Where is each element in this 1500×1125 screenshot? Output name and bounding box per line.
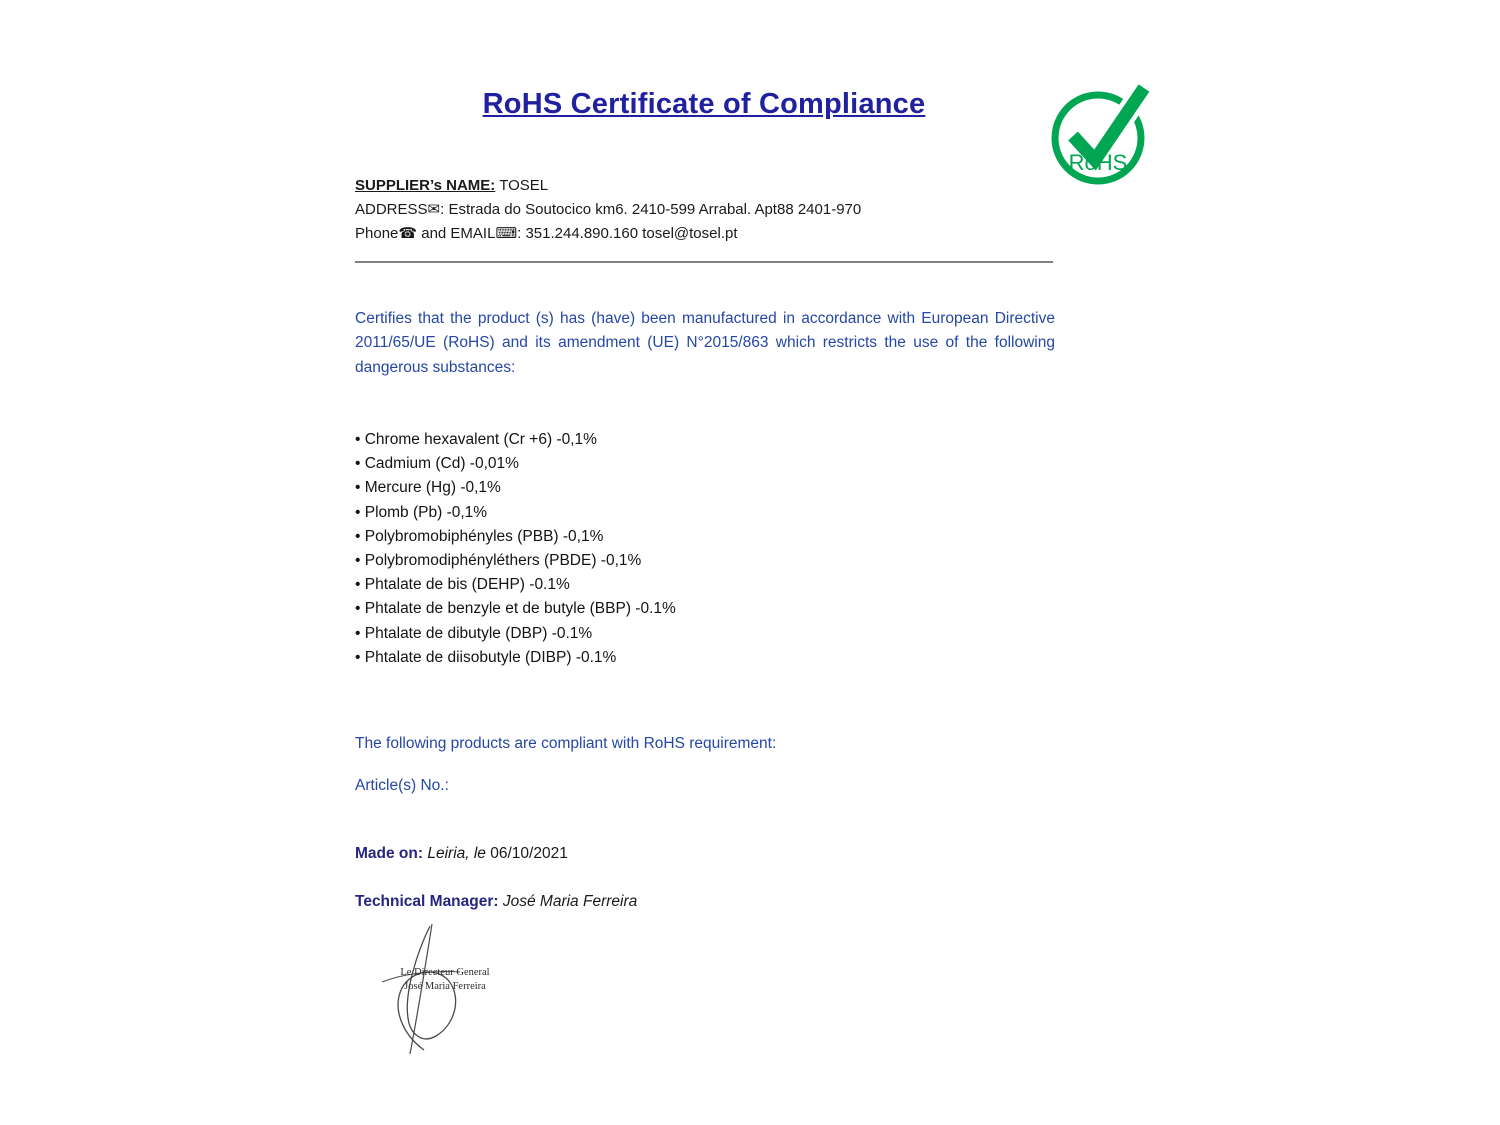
supplier-block bbox=[355, 174, 1055, 246]
made-on-line bbox=[355, 845, 1055, 863]
phone-label: Phone bbox=[355, 225, 399, 242]
technical-manager-line bbox=[355, 893, 1055, 911]
supplier-address-line bbox=[355, 198, 1055, 222]
substance-item: • Phtalate de bis (DEHP) -0.1% bbox=[355, 573, 1055, 597]
and-email-label: and EMAIL bbox=[421, 225, 496, 242]
substances-list bbox=[355, 428, 1055, 670]
technical-manager-label: Technical Manager: bbox=[355, 893, 499, 910]
made-on-date: 06/10/2021 bbox=[490, 845, 568, 862]
substance-item: • Mercure (Hg) -0,1% bbox=[355, 476, 1055, 500]
computer-icon: ⌨ bbox=[495, 225, 518, 242]
substance-item: • Polybromobiphényles (PBB) -0,1% bbox=[355, 525, 1055, 549]
substance-item: • Phtalate de dibutyle (DBP) -0.1% bbox=[355, 622, 1055, 646]
address-value: : Estrada do Soutocico km6. 2410-599 Arrabal. Apt88 2401-970 bbox=[440, 201, 862, 218]
supplier-name-value: TOSEL bbox=[499, 177, 549, 194]
signature-title: Le Directeur General bbox=[400, 967, 490, 978]
substance-item: • Plomb (Pb) -0,1% bbox=[355, 501, 1055, 525]
compliance-statement: The following products are compliant with RoHS requirement: bbox=[355, 735, 777, 752]
rohs-checkmark-icon bbox=[1048, 78, 1160, 194]
articles-label: Article(s) No.: bbox=[355, 777, 449, 794]
envelope-icon: ✉ bbox=[427, 201, 441, 218]
made-on-label: Made on: bbox=[355, 845, 424, 862]
made-on-place: Leiria, le bbox=[427, 845, 486, 862]
substance-item: • Cadmium (Cd) -0,01% bbox=[355, 452, 1055, 476]
substance-item: • Polybromodiphényléthers (PBDE) -0,1% bbox=[355, 549, 1055, 573]
rohs-logo bbox=[1048, 78, 1160, 199]
divider-line bbox=[355, 261, 1053, 263]
page-title: RoHS Certificate of Compliance bbox=[482, 88, 926, 120]
address-label: ADDRESS bbox=[355, 201, 428, 218]
contact-value: : 351.244.890.160 tosel@tosel.pt bbox=[517, 225, 738, 242]
substance-item: • Phtalate de diisobutyle (DIBP) -0.1% bbox=[355, 646, 1055, 670]
substance-item: • Chrome hexavalent (Cr +6) -0,1% bbox=[355, 428, 1055, 452]
substance-item: • Phtalate de benzyle et de butyle (BBP) -0.1% bbox=[355, 597, 1055, 621]
svg-text:RoHS: RoHS bbox=[1068, 150, 1128, 175]
supplier-name-line bbox=[355, 174, 1055, 198]
supplier-name-label: SUPPLIER’s NAME: bbox=[355, 177, 496, 194]
signature-name: José Maria Ferreira bbox=[404, 980, 486, 992]
supplier-contact-line bbox=[355, 222, 1055, 246]
phone-icon: ☎ bbox=[398, 225, 418, 242]
signature-text bbox=[380, 966, 510, 993]
technical-manager-name: José Maria Ferreira bbox=[502, 893, 638, 910]
certification-paragraph: Certifies that the product (s) has (have) been manufactured in accordance with European Directive 2011/65/UE (RoHS) and its amendment (UE) N°2015/863 which restricts the use of the following dangerous substances: bbox=[355, 310, 1055, 376]
